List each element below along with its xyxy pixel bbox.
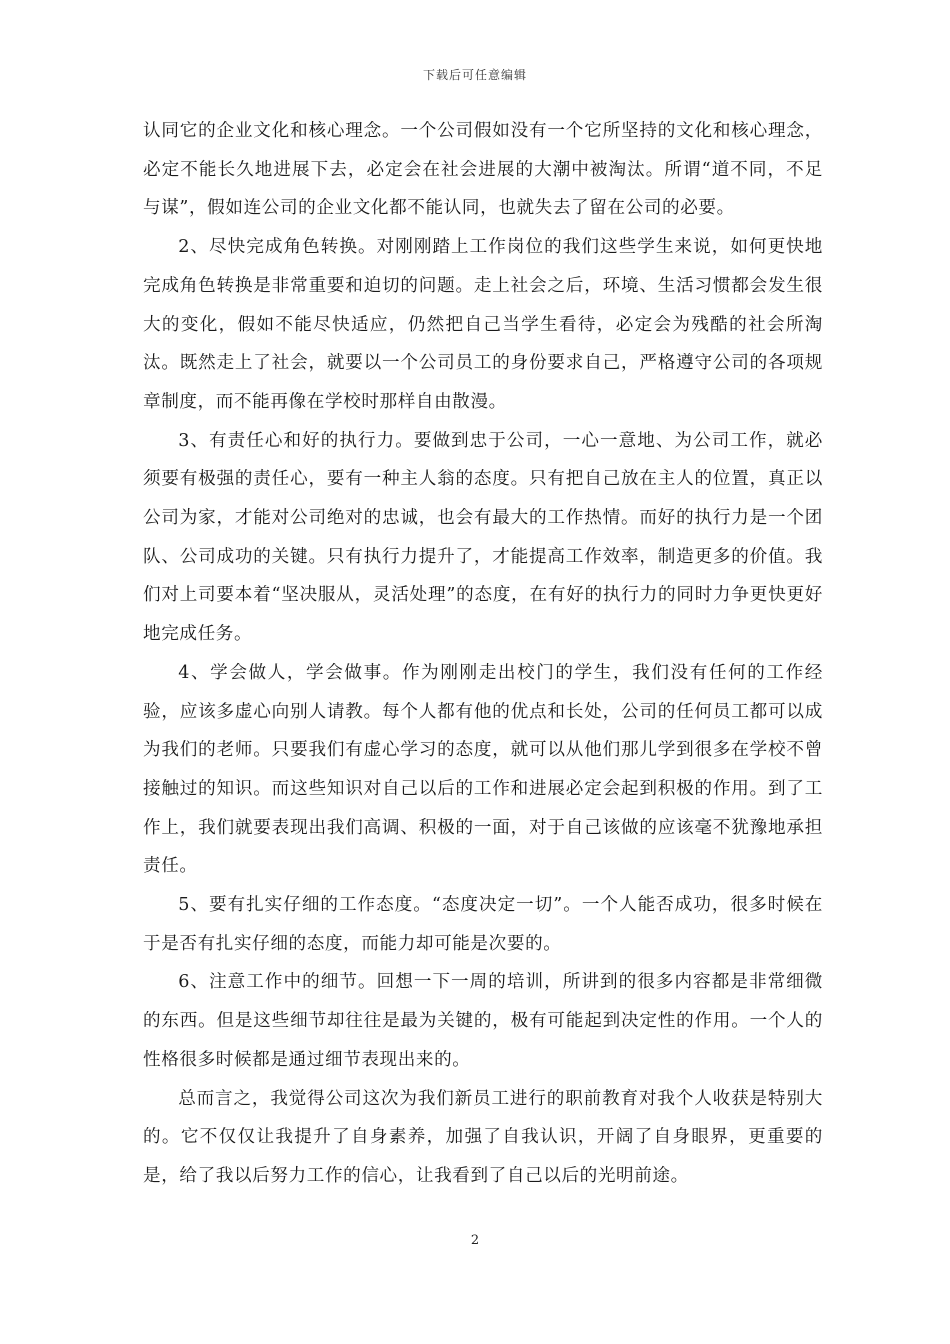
paragraph-point-2: 2、尽快完成角色转换。对刚刚踏上工作岗位的我们这些学生来说，如何更快地完成角色转换是非常重要和迫切的问题。走上社会之后，环境、生活习惯都会发生很大的变化，假如不能尽快适应，仍然把自己当学生看待，必定会为残酷的社会所淘汰。既然走上了社会，就要以一个公司员工的身份要求自己，严格遵守公司的各项规章制度，而不能再像在学校时那样自由散漫。 — [143, 237, 823, 412]
paragraph-point-4: 4、学会做人，学会做事。作为刚刚走出校门的学生，我们没有任何的工作经验，应该多虚心向别人请教。每个人都有他的优点和长处，公司的任何员工都可以成为我们的老师。只要我们有虚心学习的态度，就可以从他们那儿学到很多在学校不曾接触过的知识。而这些知识对自己以后的工作和进展必定会起到积极的作用。到了工作上，我们就要表现出我们高调、积极的一面，对于自己该做的应该毫不犹豫地承担责任。 — [143, 662, 823, 877]
paragraph-point-5: 5、要有扎实仔细的工作态度。“态度决定一切”。一个人能否成功，很多时候在于是否有扎实仔细的态度，而能力却可能是次要的。 — [143, 895, 823, 954]
paragraph-point-6: 6、注意工作中的细节。回想一下一周的培训，所讲到的很多内容都是非常细微的东西。但是这些细节却往往是最为关键的，极有可能起到决定性的作用。一个人的性格很多时候都是通过细节表现出来的。 — [143, 972, 823, 1070]
paragraph-point-3: 3、有责任心和好的执行力。要做到忠于公司，一心一意地、为公司工作，就必须要有极强的责任心，要有一种主人翁的态度。只有把自己放在主人的位置，真正以公司为家，才能对公司绝对的忠诚，也会有最大的工作热情。而好的执行力是一个团队、公司成功的关键。只有执行力提升了，才能提高工作效率，制造更多的价值。我们对上司要本着“坚决服从，灵活处理”的态度，在有好的执行力的同时力争更快更好地完成任务。 — [143, 430, 823, 645]
paragraph-conclusion: 总而言之，我觉得公司这次为我们新员工进行的职前教育对我个人收获是特别大的。它不仅仅让我提升了自身素养，加强了自我认识，开阔了自身眼界，更重要的是，给了我以后努力工作的信心，让我看到了自己以后的光明前途。 — [143, 1088, 823, 1186]
paragraph-continuation: 认同它的企业文化和核心理念。一个公司假如没有一个它所坚持的文化和核心理念，必定不能长久地进展下去，必定会在社会进展的大潮中被淘汰。所谓“道不同，不足与谋”，假如连公司的企业文化都不能认同，也就失去了留在公司的必要。 — [143, 121, 823, 219]
page-header: 下载后可任意编辑 — [422, 68, 527, 82]
page-number: 2 — [470, 1233, 480, 1248]
document-body — [143, 112, 823, 1196]
